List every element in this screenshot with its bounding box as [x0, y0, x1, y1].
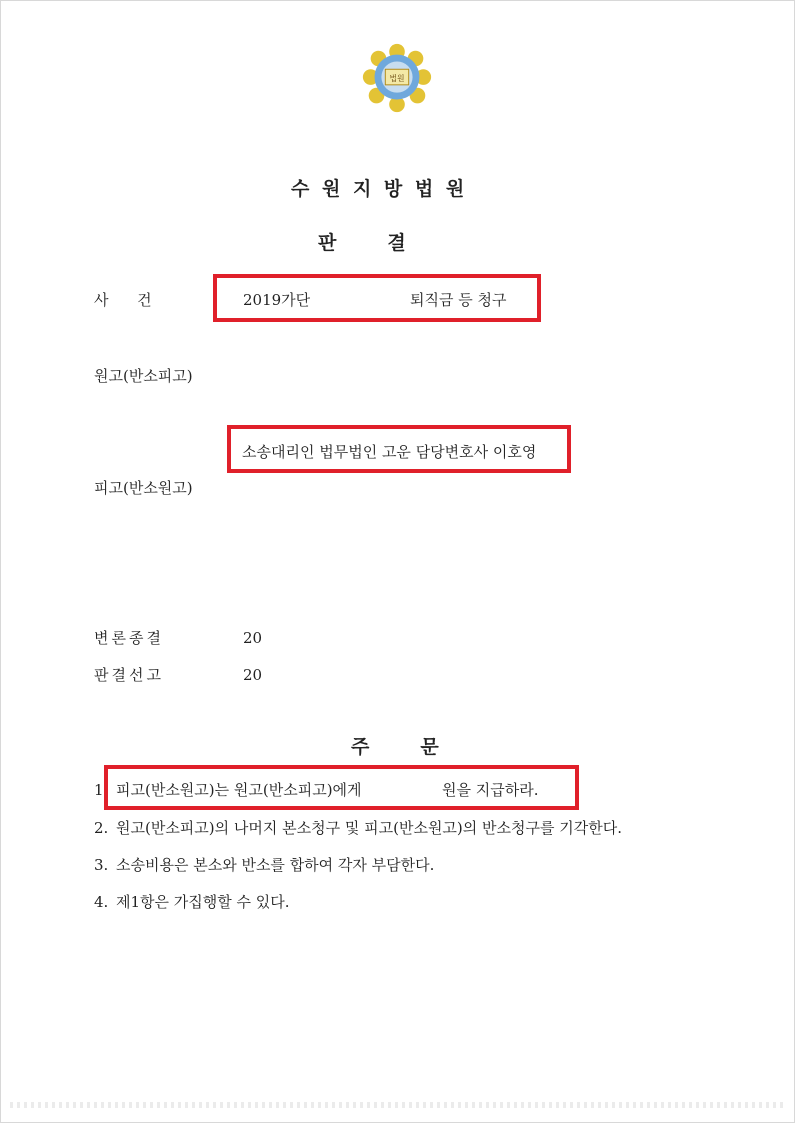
case-title: 퇴직금 등 청구 [410, 291, 507, 309]
document-type: 판 결 [318, 232, 409, 254]
case-number: 2019가단 [243, 291, 311, 309]
sentence-label: 판결선고 [94, 666, 164, 684]
attorney-highlight-box [227, 425, 571, 473]
hearing-label: 변론종결 [94, 629, 164, 647]
order-3-num: 3. [94, 856, 109, 874]
attorney-text: 소송대리인 법무법인 고운 담당변호사 이호영 [242, 443, 537, 461]
order-1-text: 피고(반소원고)는 원고(반소피고)에게 [116, 781, 362, 799]
order-4-num: 4. [94, 893, 109, 911]
hearing-value: 20 [243, 629, 263, 647]
svg-text:법원: 법원 [389, 73, 405, 83]
order-3-text: 소송비용은 본소와 반소를 합하여 각자 부담한다. [116, 856, 435, 874]
scan-edge [10, 1102, 785, 1108]
court-name: 수 원 지 방 법 원 [291, 178, 468, 200]
defendant-label: 피고(반소원고) [94, 479, 193, 497]
order-1-num: 1. [94, 781, 109, 799]
order-2-text: 원고(반소피고)의 나머지 본소청구 및 피고(반소원고)의 반소청구를 기각한다. [116, 819, 622, 837]
order-highlight-box [104, 765, 579, 810]
case-label: 사 건 [94, 291, 152, 309]
order-title: 주 문 [351, 736, 442, 758]
plaintiff-label: 원고(반소피고) [94, 367, 193, 385]
court-emblem-icon [358, 40, 436, 118]
case-highlight-box [213, 274, 541, 322]
order-4-text: 제1항은 가집행할 수 있다. [116, 893, 290, 911]
sentence-value: 20 [243, 666, 263, 684]
order-2-num: 2. [94, 819, 109, 837]
order-1-tail: 원을 지급하라. [442, 781, 539, 799]
